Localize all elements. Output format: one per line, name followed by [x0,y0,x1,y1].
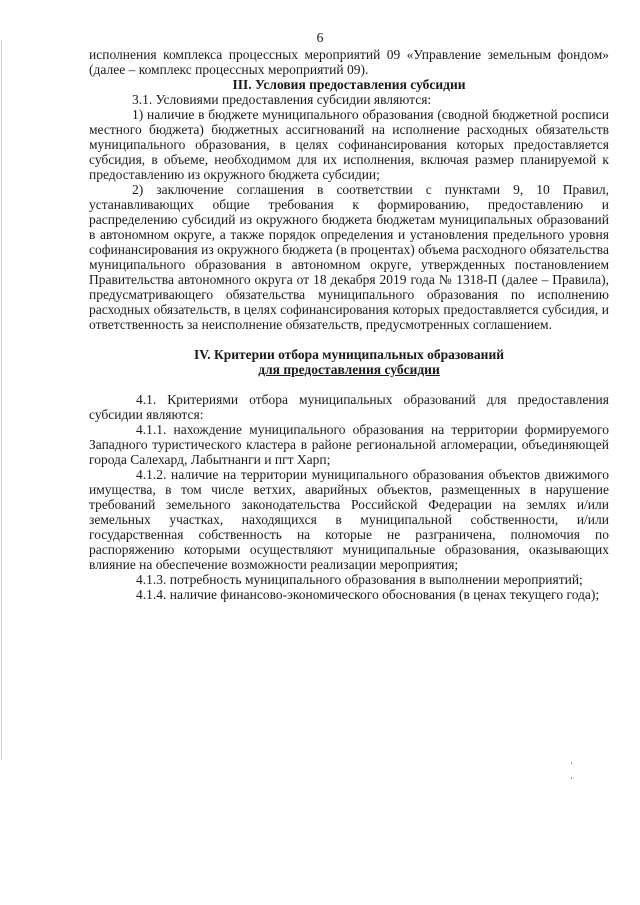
scan-speck [571,762,572,764]
paragraph-4-1-4: 4.1.4. наличие финансово-экономического обоснования (в ценах текущего года); [136,587,600,602]
document-body [89,47,609,602]
scan-speck [571,777,572,779]
intro-paragraph: исполнения комплекса процессных мероприятий 09 «Управление земельным фондом» (далее – комплекс процессных мероприятий 09). [89,47,609,77]
section-4-heading-line-1: IV. Критерии отбора муниципальных образований [193,347,505,362]
paragraph-4-1-1: 4.1.1. нахождение муниципального образования на территории формируемого Западного туристического кластера в районе региональной агломерации, объединяющей города Салехард, Лабытнанги и пгт Харп; [89,422,609,467]
section-4-heading-line-2: для предоставления субсидии [258,362,440,377]
paragraph-4-1-2: 4.1.2. наличие на территории муниципального образования объектов движимого имущества, в том числе ветхих, аварийных объектов, размещенных в нарушение требований земельного законодательства Российской Федерации на землях и/или земельных участках, находящихся в муниципальной собственности, и/или государственная собственность на которые не разграничена, полномочия по распоряжению которыми осуществляют муниципальные образования, оказывающих влияние на обеспечение возможности реализации мероприятия; [89,467,609,572]
paragraph-3-1: 3.1. Условиями предоставления субсидии являются: [132,92,432,107]
section-3-heading: III. Условия предоставления субсидии [232,77,466,92]
page-number: 6 [316,30,324,45]
paragraph-3-1-item-1: 1) наличие в бюджете муниципального образования (сводной бюджетной росписи местного бюджета) бюджетных ассигнований на исполнение расходных обязательств муниципального образования, в целях софинансирования которых предоставляется субсидия, в объеме, необходимом для их исполнения, включая размер планируемой к предоставлению из окружного бюджета субсидии; [89,107,609,182]
paragraph-4-1: 4.1. Критериями отбора муниципальных образований для предоставления субсидии являются: [89,392,609,422]
scan-edge-line [1,40,2,760]
paragraph-3-1-item-2: 2) заключение соглашения в соответствии с пунктами 9, 10 Правил, устанавливающих общие требования к формированию, предоставлению и распределению субсидий из окружного бюджета бюджетам муниципальных образований в автономном округе, а также порядок определения и установления предельного уровня софинансирования из окружного бюджета (в процентах) объема расходного обязательства муниципального образования в автономном округе, утвержденных постановлением Правительства автономного округа от 18 декабря 2019 года № 1318-П (далее – Правила), предусматривающего обязательства муниципального образования по исполнению расходных обязательств, в целях софинансирования которых предоставляется субсидия, и ответственность за неисполнение обязательств, предусмотренных соглашением. [89,182,609,332]
paragraph-4-1-3: 4.1.3. потребность муниципального образования в выполнении мероприятий; [136,572,583,587]
section-4-heading [89,347,609,377]
